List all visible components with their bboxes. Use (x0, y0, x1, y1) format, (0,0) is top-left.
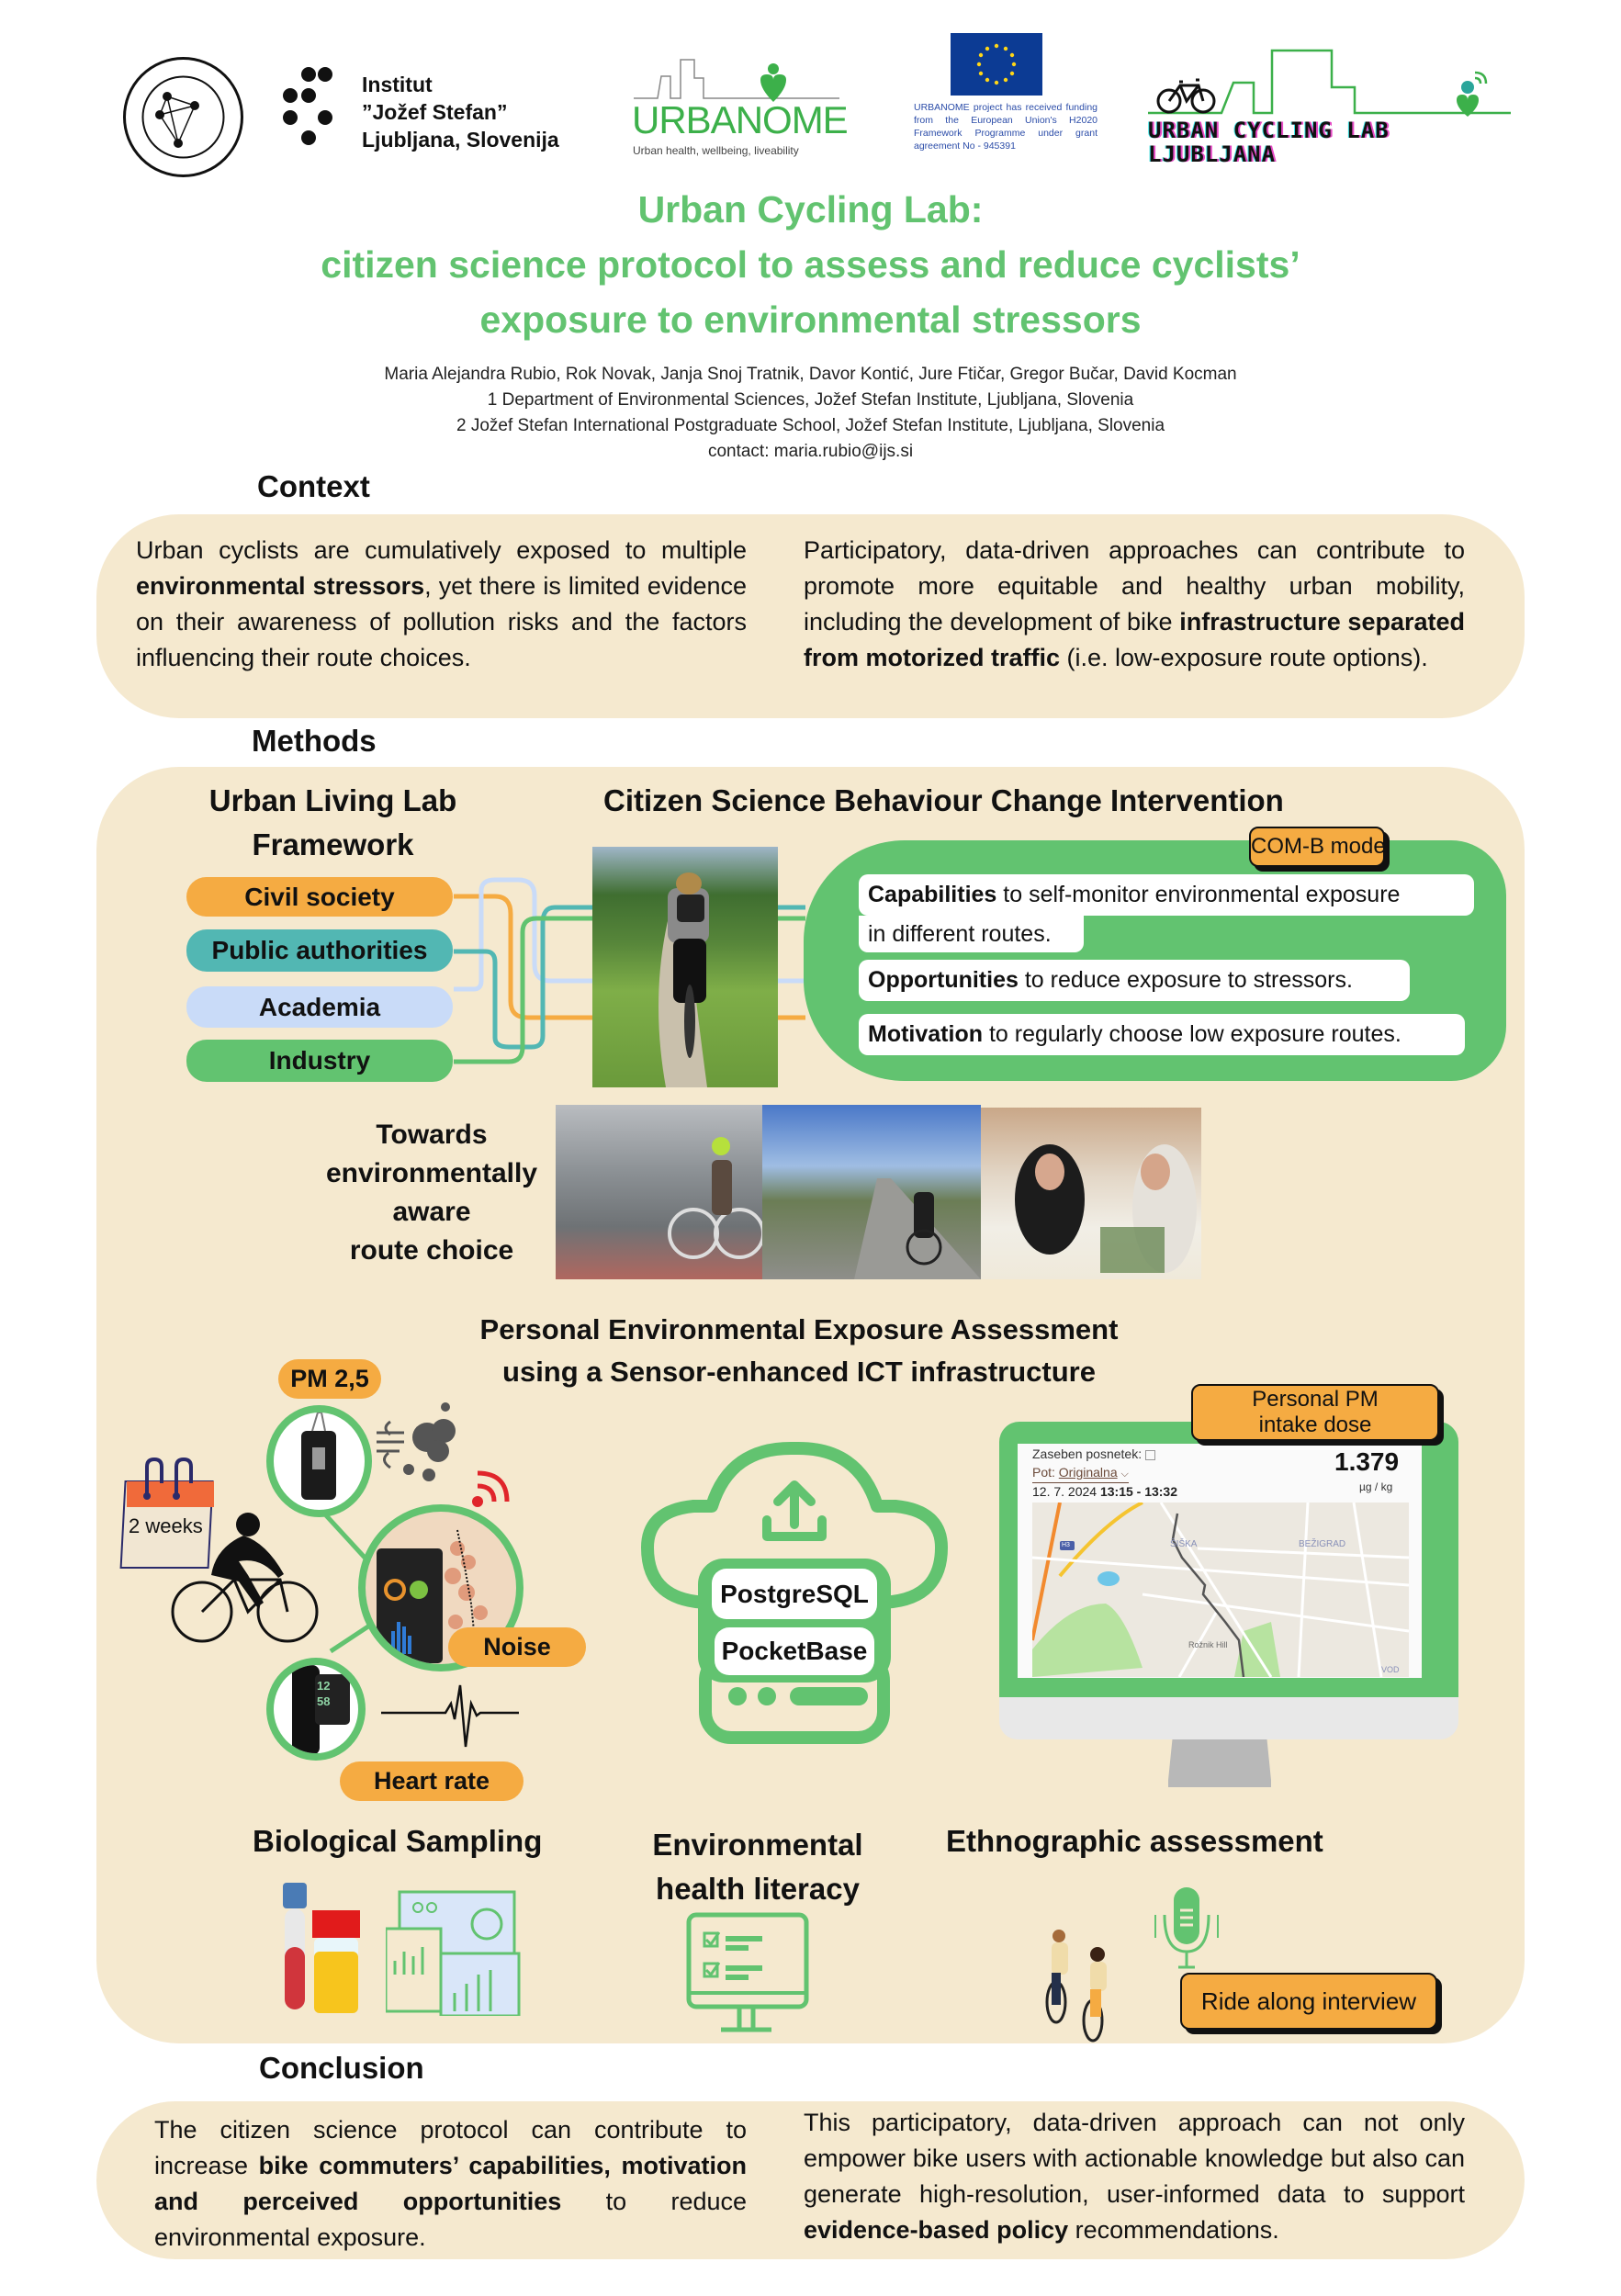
context-left-text: Urban cyclists are cumulatively exposed to multiple environmental stressors, yet there is limited evidence on their awareness of pollution risks and the factors influencing their route choices. (136, 536, 748, 671)
emphasis: bike commuters’ capabilities, motivation and perceived opportunities (154, 2152, 747, 2215)
workshop-photo (981, 1108, 1201, 1279)
health-literacy-monitor-icon (684, 1910, 813, 2039)
wifi-signal-icon (468, 1460, 514, 1511)
poster-title (0, 182, 1621, 347)
pollution-smoke-icon (372, 1396, 473, 1488)
comb-opportunities: Opportunities to reduce exposure to stressors. (859, 960, 1410, 1001)
csbci-title: Citizen Science Behaviour Change Intervention (603, 783, 1284, 817)
private-checkbox[interactable] (1145, 1450, 1155, 1460)
title-line-1: Urban Cycling Lab: (637, 188, 984, 231)
heartbeat-line-icon (381, 1681, 519, 1750)
ijs-line3: Ljubljana, Slovenija (362, 128, 559, 152)
urbanome-tagline: Urban health, wellbeing, liveability (633, 144, 799, 157)
map-label-roznik: Rožnik Hill (1188, 1640, 1228, 1649)
ucl-logo (1148, 41, 1515, 167)
comb-capabilities-cont: in different routes. (859, 916, 1084, 952)
monitor-stand (1168, 1739, 1271, 1787)
ethnographic-title: Ethnographic assessment (946, 1824, 1323, 1858)
db-postgresql: PostgreSQL (712, 1569, 877, 1619)
ips-logo (121, 55, 245, 179)
ull-academia: Academia (186, 986, 453, 1028)
contact-email[interactable]: contact: maria.rubio@ijs.si (707, 442, 914, 461)
conclusion-left-text: The citizen science protocol can contribute to increase bike commuters’ capabilities, motivation and perceived opportunities to reduce environmental exposure. (154, 2116, 748, 2251)
ull-civil-society: Civil society (186, 877, 453, 917)
db-pocketbase: PocketBase (715, 1627, 874, 1675)
stakeholder-connectors (454, 863, 593, 1093)
map-label-siska: ŠIŠKA (1170, 1539, 1198, 1549)
watch-time: 12 58 (317, 1679, 331, 1708)
map-label-vod: VOD (1381, 1665, 1400, 1674)
conclusion-right-text: This participatory, data-driven approach can not only empower bike users with actionable knowledge but also can generate high-resolution, user-informed data to support evidence-based policy recommendations. (804, 2109, 1465, 2244)
ucl-line2: LJUBLJANA (1148, 141, 1277, 167)
urbanome-name: URBANOME (632, 98, 848, 141)
env-health-literacy-title: Environmental health literacy (652, 1828, 863, 1906)
affiliation-1: 1 Department of Environmental Sciences, Jožef Stefan Institute, Ljubljana, Slovenia (487, 390, 1134, 410)
ull-title: Urban Living Lab Framework (208, 783, 457, 861)
emphasis: evidence-based policy (804, 2216, 1069, 2244)
comb-model-tag: COM-B model (1249, 827, 1385, 867)
ijs-line2: ”Jožef Stefan” (362, 100, 508, 124)
microphone-icon (1151, 1883, 1224, 1975)
ucl-line1: URBAN CYCLING LAB (1148, 118, 1390, 143)
city-crossing-photo (556, 1105, 762, 1279)
lab-report-icon (386, 1887, 523, 2016)
title-line-2: citizen science protocol to assess and reduce cyclists’ (321, 243, 1300, 286)
peea-title: Personal Environmental Exposure Assessment using a Sensor-enhanced ICT infrastructure (479, 1313, 1119, 1388)
biological-sampling-title: Biological Sampling (253, 1824, 543, 1858)
comb-capabilities: Capabilities to self-monitor environmental exposure (859, 874, 1474, 916)
monitor-screen (1018, 1444, 1422, 1678)
conclusion-heading: Conclusion (259, 2051, 424, 2085)
eu-funding-text: URBANOME project has received funding from the European Union's H2020 Framework Programme under grant agreement No - 945391 (914, 102, 1098, 152)
pm-dose-value: 1.379 (1334, 1447, 1400, 1476)
map-label-h3: H3 (1062, 1542, 1070, 1548)
monitor-chin (999, 1697, 1458, 1739)
bike-path-photo (762, 1105, 981, 1279)
ijs-logo (281, 66, 593, 167)
ijs-line1: Institut (362, 73, 433, 96)
pm-dose-unit: µg / kg (1359, 1480, 1393, 1493)
authors-block (0, 362, 1621, 465)
context-heading: Context (257, 469, 370, 503)
two-cyclists-icon (1033, 1919, 1162, 2048)
private-track-label: Zaseben posnetek: (1032, 1446, 1155, 1462)
ull-industry: Industry (186, 1040, 453, 1082)
heart-rate-watch-circle (266, 1658, 366, 1761)
towards-text: Towards environmentally aware route choice (325, 1120, 538, 1266)
context-right-text: Participatory, data-driven approaches can contribute to promote more equitable and healthy urban mobility, including the development of bike infrastructure separated from motorized traffic (i.e. low-exposure route options). (804, 536, 1465, 671)
pm-sensor-circle (266, 1405, 372, 1517)
pm25-tag: PM 2,5 (278, 1359, 381, 1399)
noise-tag: Noise (448, 1627, 586, 1667)
sample-tubes-icon (276, 1883, 377, 2016)
calendar-duration: 2 weeks (129, 1514, 203, 1537)
route-map[interactable] (1032, 1503, 1409, 1677)
route-select[interactable]: Pot: Originalna ⌵ (1032, 1464, 1129, 1483)
title-line-3: exposure to environmental stressors (479, 298, 1142, 341)
methods-heading: Methods (252, 724, 377, 758)
urbanome-logo (630, 51, 848, 161)
cyclist-path-photo (592, 847, 778, 1087)
pm-intake-tag: Personal PM intake dose (1191, 1384, 1439, 1441)
comb-motivation: Motivation to regularly choose low exposure routes. (859, 1014, 1465, 1055)
map-label-bezigrad: BEŽIGRAD (1299, 1539, 1346, 1549)
heart-rate-tag: Heart rate (340, 1761, 523, 1801)
comb-connectors (778, 863, 805, 1093)
emphasis: infrastructure separated from motorized traffic (804, 608, 1465, 671)
track-datetime: 12. 7. 2024 13:15 - 13:32 (1032, 1484, 1178, 1499)
ride-along-interview-tag: Ride along interview (1180, 1973, 1437, 2030)
ull-public-authorities: Public authorities (186, 929, 453, 972)
affiliation-2: 2 Jožef Stefan International Postgraduate School, Jožef Stefan Institute, Ljubljana, Slovenia (456, 416, 1165, 435)
chevron-down-icon: ⌵ (1120, 1469, 1129, 1480)
author-list: Maria Alejandra Rubio, Rok Novak, Janja Snoj Tratnik, Davor Kontić, Jure Ftičar, Gregor Bučar, David Kocman (384, 365, 1237, 384)
emphasis: environmental stressors (136, 572, 425, 600)
eu-flag (951, 33, 1042, 96)
